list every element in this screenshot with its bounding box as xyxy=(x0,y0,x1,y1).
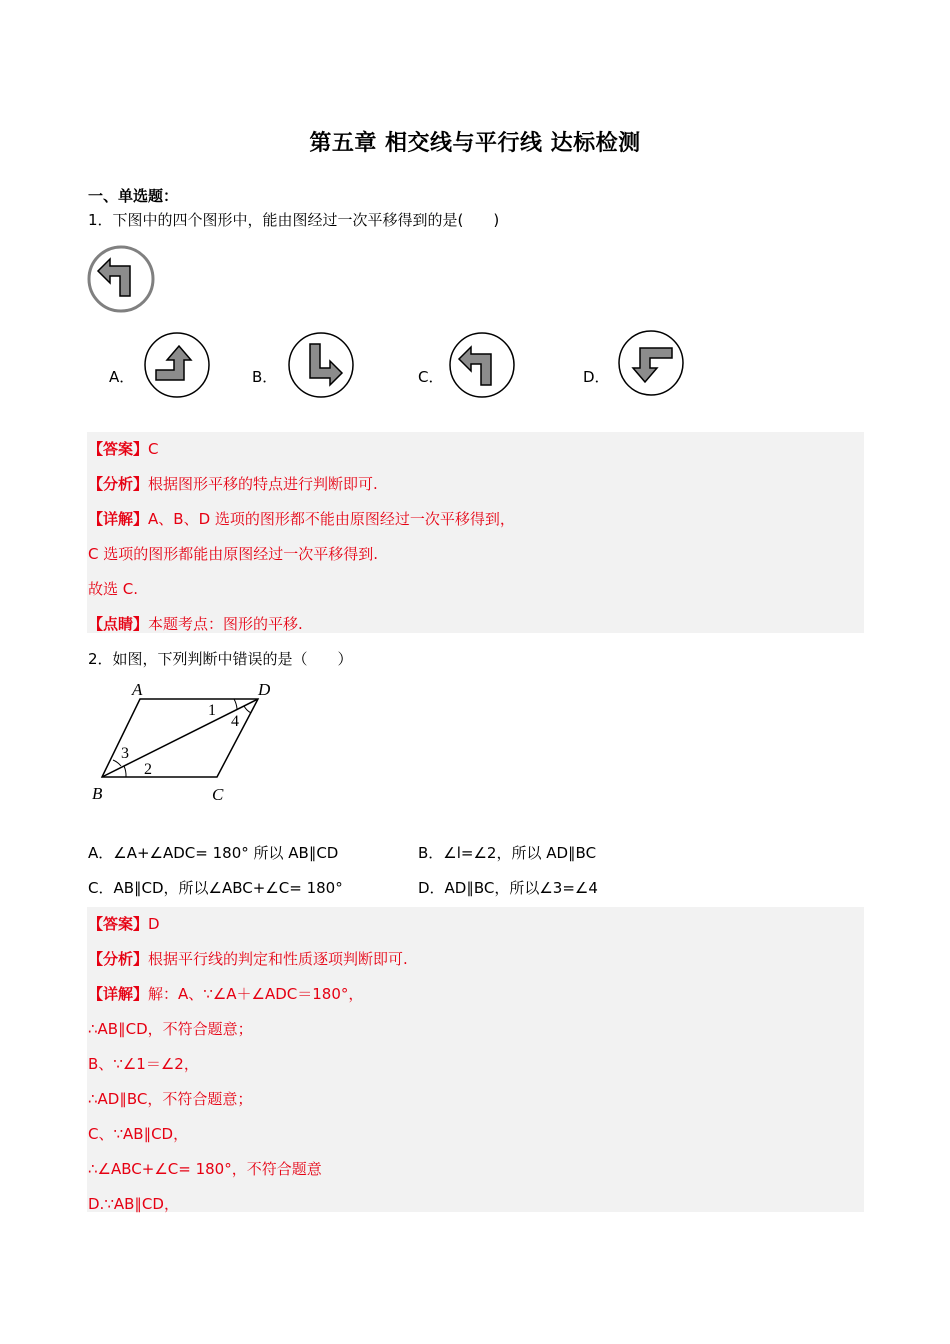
q2-detail: 【详解】解：A、∵∠A＋∠ADC＝180°， xyxy=(88,985,364,1003)
q2-detail-line: ∴∠ABC+∠C= 180°，不符合题意 xyxy=(88,1160,322,1178)
section-heading: 一、单选题： xyxy=(88,187,179,205)
q1-analysis: 【分析】根据图形平移的特点进行判断即可. xyxy=(88,475,378,493)
q1-option-c-figure xyxy=(447,330,517,400)
q1-detail-line-3: 故选 C. xyxy=(88,580,139,598)
q2-detail-line: D.∵AB∥CD， xyxy=(88,1195,179,1213)
q2-choice-b: B．∠l=∠2，所以 AD∥BC xyxy=(418,844,597,862)
q1-detail: 【详解】A、B、D 选项的图形都不能由原图经过一次平移得到， xyxy=(88,510,515,528)
q2-answer: 【答案】D xyxy=(88,915,160,933)
q2-choice-c: C．AB∥CD，所以∠ABC+∠C= 180° xyxy=(88,879,343,897)
q1-option-a-label: A． xyxy=(109,368,135,386)
label-b: B xyxy=(92,784,103,803)
q2-choice-a: A．∠A+∠ADC= 180° 所以 AB∥CD xyxy=(88,844,339,862)
q1-option-d-figure xyxy=(616,328,686,398)
q2-parallelogram-figure xyxy=(86,676,286,806)
q1-point: 【点睛】本题考点：图形的平移. xyxy=(88,615,303,633)
label-angle-3: 3 xyxy=(121,745,129,762)
diagonal-bd xyxy=(102,699,258,777)
label-a: A xyxy=(132,680,143,699)
q1-stem: 1．下图中的四个图形中，能由图经过一次平移得到的是( ) xyxy=(88,211,500,229)
q1-option-c-label: C． xyxy=(418,368,444,386)
q2-detail-line: ∴AB∥CD，不符合题意； xyxy=(88,1020,253,1038)
q2-analysis: 【分析】根据平行线的判定和性质逐项判断即可. xyxy=(88,950,408,968)
q1-detail-line-2: C 选项的图形都能由原图经过一次平移得到. xyxy=(88,545,379,563)
angle-2-arc xyxy=(124,766,126,777)
angle-1-arc xyxy=(234,699,237,709)
page-title: 第五章 相交线与平行线 达标检测 xyxy=(309,131,641,156)
q1-option-b-label: B． xyxy=(252,368,278,386)
label-angle-2: 2 xyxy=(144,761,152,778)
q1-answer: 【答案】C xyxy=(88,440,159,458)
q1-original-figure xyxy=(86,244,158,316)
q1-option-b-figure xyxy=(286,330,356,400)
q2-detail-line: C、∵AB∥CD， xyxy=(88,1125,189,1143)
q2-choice-d: D．AD∥BC，所以∠3=∠4 xyxy=(418,879,598,897)
q2-detail-line: ∴AD∥BC，不符合题意； xyxy=(88,1090,253,1108)
q1-option-d-label: D． xyxy=(583,368,610,386)
q1-answer-box xyxy=(87,432,864,633)
label-angle-4: 4 xyxy=(231,713,239,730)
q2-detail-line: B、∵∠1＝∠2， xyxy=(88,1055,199,1073)
q2-stem: 2．如图，下列判断中错误的是（ ） xyxy=(88,650,353,668)
label-d: D xyxy=(258,680,271,699)
label-angle-1: 1 xyxy=(208,702,216,719)
q1-option-a-figure xyxy=(142,330,212,400)
label-c: C xyxy=(212,785,224,804)
angle-3-arc xyxy=(113,760,121,766)
angle-4-arc xyxy=(244,706,251,713)
